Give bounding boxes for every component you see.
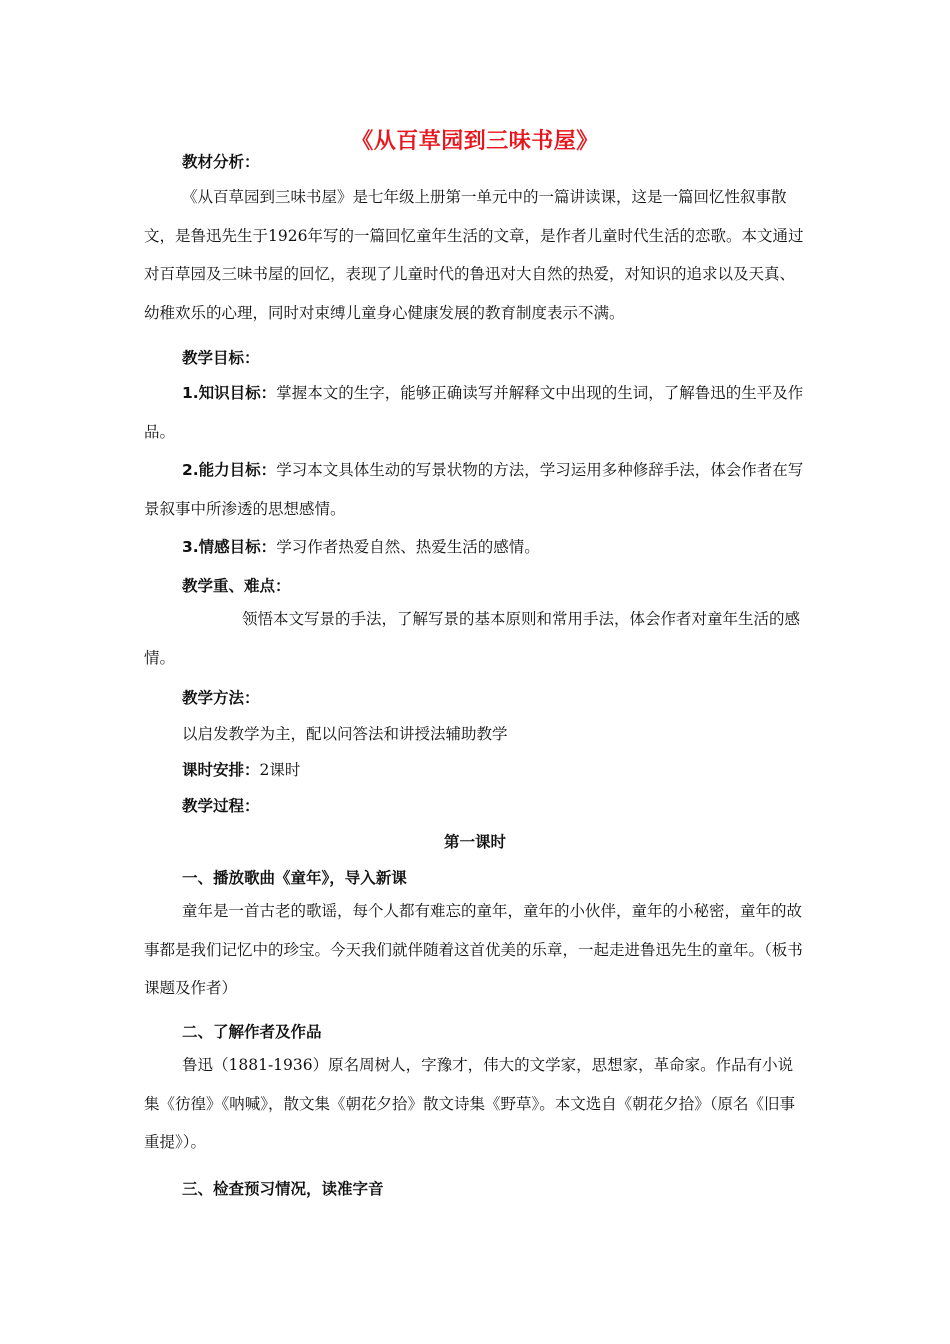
schedule-label: 课时安排： <box>182 761 260 779</box>
goal-1-paragraph <box>144 374 808 451</box>
goal-2-paragraph <box>144 451 808 528</box>
key-points-heading: 教学重、难点： <box>182 577 291 595</box>
step-2-heading: 二、了解作者及作品 <box>182 1023 322 1041</box>
goal-1-text: 掌握本文的生字，能够正确读写并解释文中出现的生词，了解鲁迅的生平及作品。 <box>144 384 804 441</box>
schedule-line <box>182 758 300 780</box>
step-2-paragraph: 鲁迅（1881-1936）原名周树人，字豫才，伟大的文学家，思想家，革命家。作品有小说集《彷徨》《呐喊》，散文集《朝花夕拾》散文诗集《野草》。本文选自《朝花夕拾》（原名《旧事重提》）。 <box>144 1056 796 1151</box>
schedule-value: 2课时 <box>259 761 301 779</box>
goal-3-label: 3.情感目标： <box>182 538 277 556</box>
document-title: 《从百草园到三味书屋》 <box>351 129 599 154</box>
analysis-heading: 教材分析： <box>182 153 260 171</box>
key-points-paragraph: 领悟本文写景的手法，了解写景的基本原则和常用手法，体会作者对童年生活的感情。 <box>144 610 801 667</box>
goal-2-text: 学习本文具体生动的写景状物的方法，学习运用多种修辞手法，体会作者在写景叙事中所渗透的思想感情。 <box>144 461 804 518</box>
step-1-heading: 一、播放歌曲《童年》，导入新课 <box>182 869 407 887</box>
method-heading: 教学方法： <box>182 689 260 707</box>
goal-3-paragraph <box>144 528 808 567</box>
goal-3-text: 学习作者热爱自然、热爱生活的感情。 <box>276 538 540 556</box>
goal-2-label: 2.能力目标： <box>182 461 277 479</box>
goals-heading: 教学目标： <box>182 349 260 367</box>
lesson-1-title: 第一课时 <box>443 833 506 851</box>
goal-1-label: 1.知识目标： <box>182 384 277 402</box>
analysis-paragraph: 《从百草园到三味书屋》是七年级上册第一单元中的一篇讲读课，这是一篇回忆性叙事散文，是鲁迅先生于1926年写的一篇回忆童年生活的文章，是作者儿童时代生活的恋歌。本文通过对百草园及三味书屋的回忆，表现了儿童时代的鲁迅对大自然的热爱，对知识的追求以及天真、幼稚欢乐的心理，同时对束缚儿童身心健康发展的教育制度表示不满。 <box>144 188 804 322</box>
step-1-paragraph: 童年是一首古老的歌谣，每个人都有难忘的童年，童年的小伙伴，童年的小秘密，童年的故事都是我们记忆中的珍宝。今天我们就伴随着这首优美的乐章，一起走进鲁迅先生的童年。（板书课题及作者） <box>144 902 803 997</box>
step-3-heading: 三、检查预习情况，读准字音 <box>182 1180 384 1198</box>
process-heading: 教学过程： <box>182 797 260 815</box>
method-text: 以启发教学为主，配以问答法和讲授法辅助教学 <box>182 725 508 743</box>
